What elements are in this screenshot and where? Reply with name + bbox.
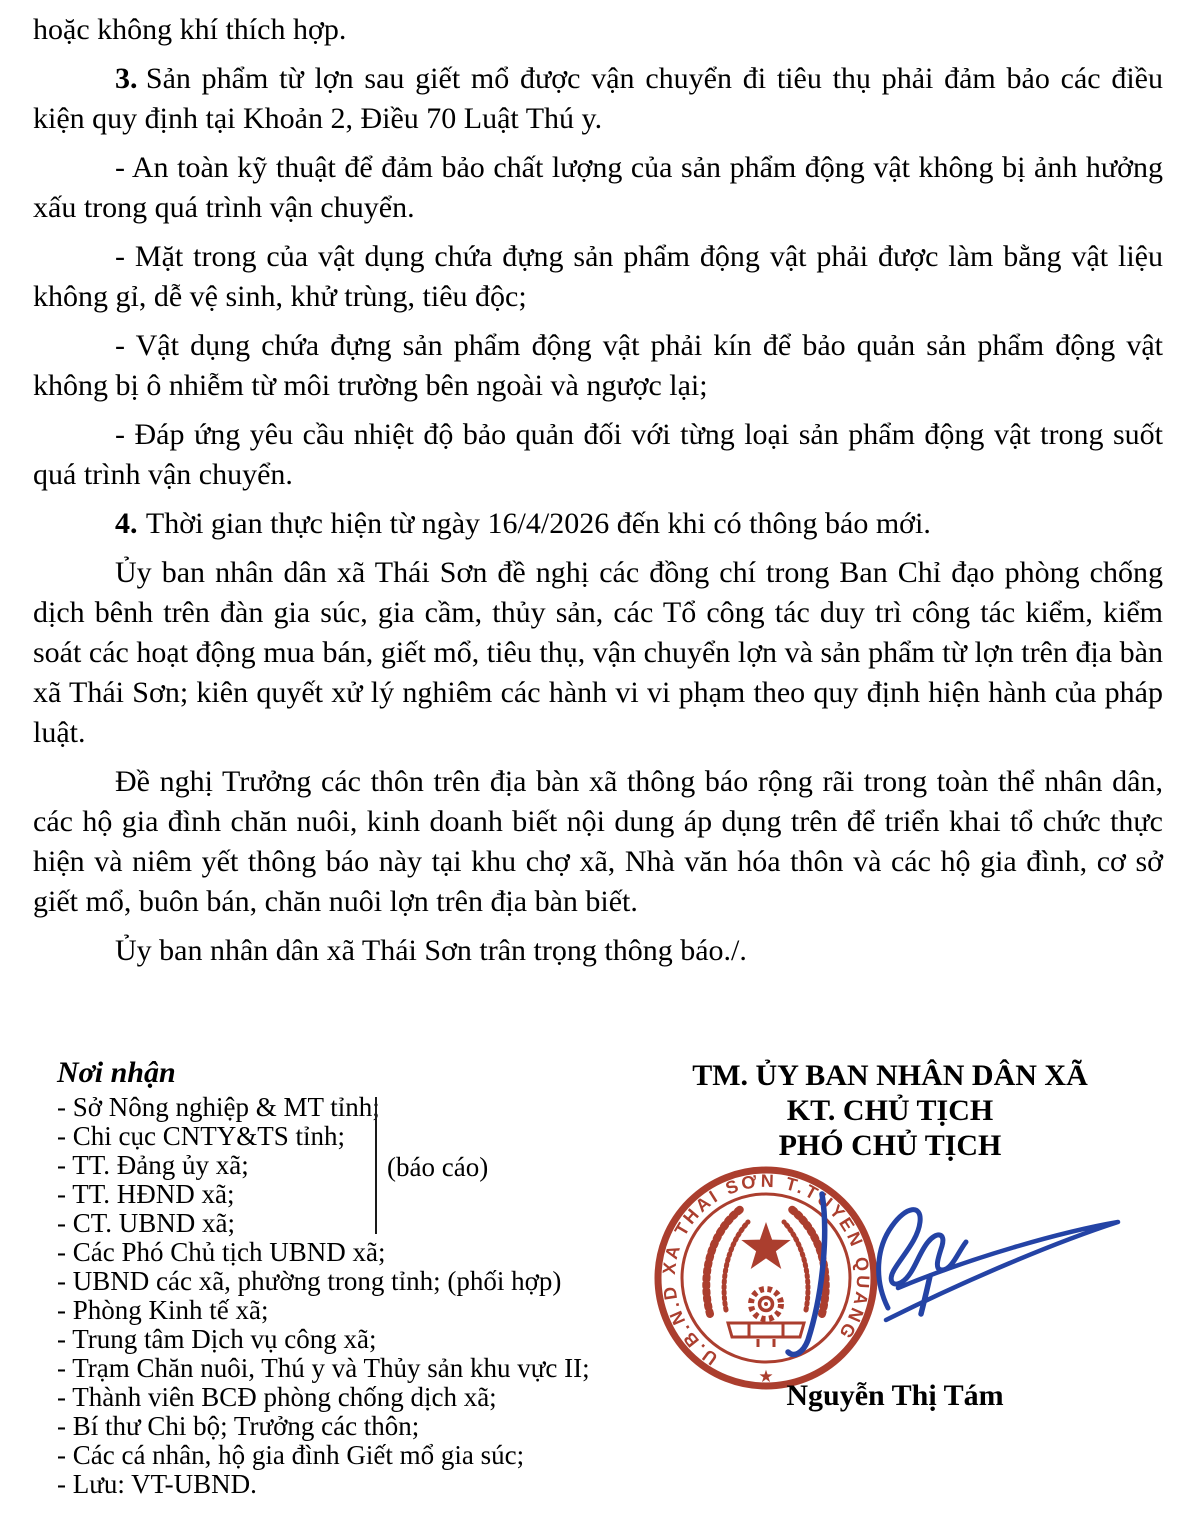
handwritten-signature <box>770 1160 1130 1360</box>
signature-heading-block <box>670 1058 1110 1163</box>
paragraph-text: - Đáp ứng yêu cầu nhiệt độ bảo quản đối với từng loại sản phẩm động vật trong suốt quá trình vận chuyển. <box>33 418 1163 491</box>
recipient-item: - Phòng Kinh tế xã; <box>57 1295 269 1325</box>
recipient-item: - TT. Đảng ủy xã; <box>57 1150 249 1180</box>
paragraph-text: - Mặt trong của vật dụng chứa đựng sản phẩm động vật phải được làm bằng vật liệu không gỉ, dễ vệ sinh, khử trùng, tiêu độc; <box>33 240 1163 313</box>
recipient-item: - Trạm Chăn nuôi, Thú y và Thủy sản khu vực II; <box>57 1353 590 1383</box>
recipients-heading: Nơi nhận <box>57 1056 176 1089</box>
body-paragraph <box>33 931 1163 971</box>
rice-stalk-left-inner-icon <box>724 1222 748 1310</box>
body-paragraph <box>33 10 1163 50</box>
recipient-item: - Các Phó Chủ tịch UBND xã; <box>57 1237 386 1267</box>
paragraph-number: 3. <box>115 62 138 95</box>
body-paragraph <box>33 59 1163 139</box>
paragraph-text: - An toàn kỹ thuật để đảm bảo chất lượng của sản phẩm động vật không bị ảnh hưởng xấu trong quá trình vận chuyển. <box>33 151 1163 224</box>
org-line: TM. ỦY BAN NHÂN DÂN XÃ <box>692 1059 1088 1092</box>
recipients-bracket-note: (báo cáo) <box>387 1152 489 1182</box>
recipient-item: - UBND các xã, phường trong tỉnh; (phối hợp) <box>57 1266 562 1296</box>
body-paragraph <box>33 415 1163 495</box>
paragraph-text: Ủy ban nhân dân xã Thái Sơn trân trọng thông báo./. <box>115 934 747 967</box>
seal-ring-text: U.B.N.D XÃ THÁI SƠN T.TUYÊN QUANG <box>658 1170 874 1370</box>
recipients-bracket-line <box>375 1097 377 1234</box>
emblem-gear-center-dot <box>764 1302 768 1306</box>
document-body <box>33 10 1163 980</box>
recipients-section <box>57 1056 597 1499</box>
recipient-item: - CT. UBND xã; <box>57 1208 235 1238</box>
paragraph-text: - Vật dụng chứa đựng sản phẩm động vật phải kín để bảo quản sản phẩm động vật không bị ô nhiễm từ môi trường bên ngoài và ngược lại; <box>33 329 1163 402</box>
recipient-item: - Trung tâm Dịch vụ công xã; <box>57 1324 377 1354</box>
paragraph-number: 4. <box>115 507 138 540</box>
recipient-item: - Thành viên BCĐ phòng chống dịch xã; <box>57 1382 497 1412</box>
paragraph-text: Đề nghị Trưởng các thôn trên địa bàn xã thông báo rộng rãi trong toàn thể nhân dân, các hộ gia đình chăn nuôi, kinh doanh biết nội dung áp dụng trên để triển khai tổ chức thực hiện và niêm yết thông báo này tại khu chợ xã, Nhà văn hóa thôn và các hộ gia đình, cơ sở giết mổ, buôn bán, chăn nuôi lợn trên địa bàn biết. <box>33 765 1163 918</box>
paragraph-text: Thời gian thực hiện từ ngày 16/4/2026 đến khi có thông báo mới. <box>145 507 931 540</box>
seal-bottom-star-icon: ★ <box>758 1367 774 1386</box>
body-paragraph <box>33 762 1163 922</box>
deputy-for-line: KT. CHỦ TỊCH <box>786 1094 994 1127</box>
signature-loops <box>879 1210 966 1308</box>
recipient-item: - Bí thư Chi bộ; Trưởng các thôn; <box>57 1411 420 1441</box>
paragraph-text: Ủy ban nhân dân xã Thái Sơn đề nghị các đồng chí trong Ban Chỉ đạo phòng chống dịch bênh trên đàn gia súc, gia cầm, thủy sản, các Tổ công tác duy trì công tác kiểm, kiểm soát các hoạt động mua bán, giết mổ, tiêu thụ, vận chuyển lợn và sản phẩm từ lợn trên địa bàn xã Thái Sơn; kiên quyết xử lý nghiêm các hành vi vi phạm theo quy định hiện hành của pháp luật. <box>33 556 1163 749</box>
title-line: PHÓ CHỦ TỊCH <box>778 1129 1002 1162</box>
paragraph-text: Sản phẩm từ lợn sau giết mổ được vận chuyển đi tiêu thụ phải đảm bảo các điều kiện quy định tại Khoản 2, Điều 70 Luật Thú y. <box>33 62 1163 135</box>
recipient-item: - Chi cục CNTY&TS tỉnh; <box>57 1121 345 1151</box>
paragraph-text: hoặc không khí thích hợp. <box>33 13 347 46</box>
recipient-item: - TT. HĐND xã; <box>57 1179 235 1209</box>
signer-name: Nguyễn Thị Tám <box>786 1379 1004 1412</box>
recipient-item: - Sở Nông nghiệp & MT tỉnh; <box>57 1092 380 1122</box>
body-paragraph <box>33 148 1163 228</box>
signature-tall-stroke <box>788 1194 825 1355</box>
body-paragraph <box>33 553 1163 753</box>
body-paragraph <box>33 237 1163 317</box>
body-paragraph <box>33 326 1163 406</box>
signature-tick <box>921 1276 930 1314</box>
body-paragraph <box>33 504 1163 544</box>
recipient-item: - Các cá nhân, hộ gia đình Giết mổ gia súc; <box>57 1440 525 1470</box>
recipient-item: - Lưu: VT-UBND. <box>57 1469 257 1499</box>
